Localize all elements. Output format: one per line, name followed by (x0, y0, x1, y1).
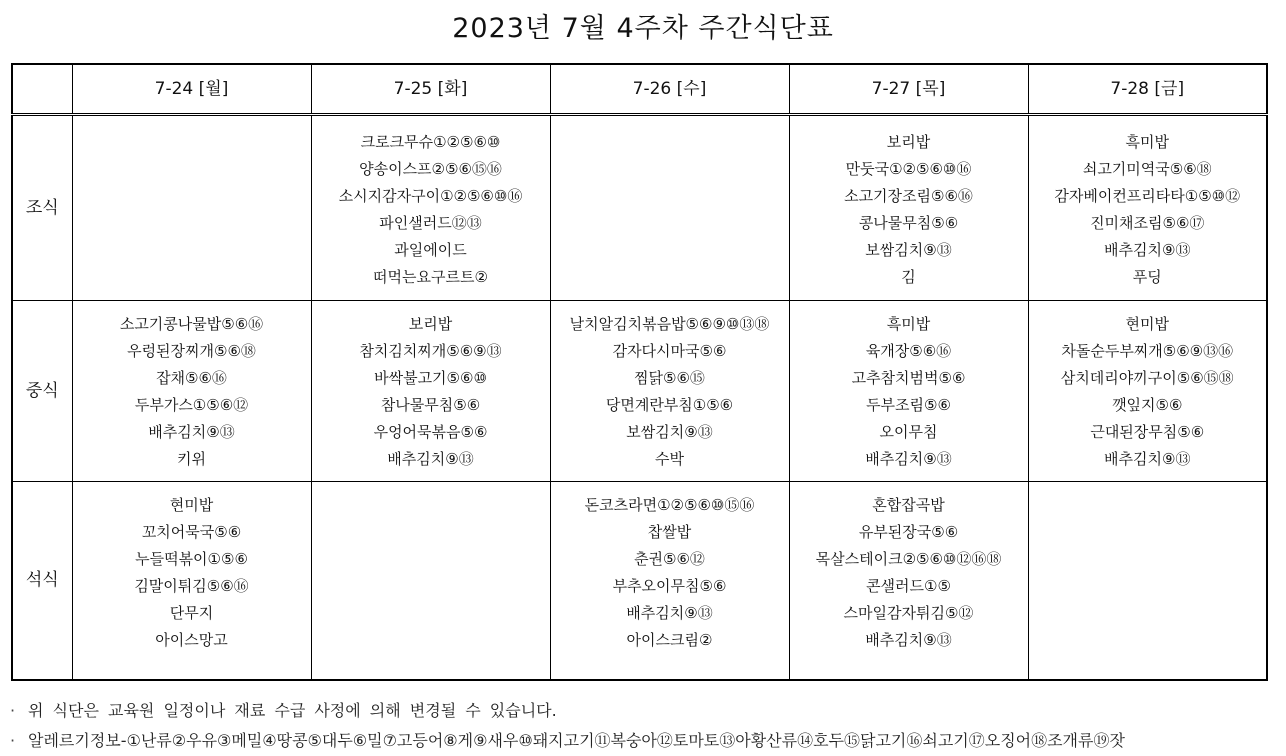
menu-cell (311, 301, 550, 482)
dish-item: 잡채⑤⑥⑯ (156, 369, 227, 387)
dish-item: 근대된장무침⑤⑥ (1090, 423, 1205, 441)
dish-item: 현미밥 (1125, 315, 1169, 333)
dish-item: 춘권⑤⑥⑫ (634, 550, 705, 568)
dish-item: 아이스크림② (626, 631, 713, 649)
day-header: 7-25 [화] (311, 64, 550, 115)
menu-cell (311, 115, 550, 301)
dish-item: 소시지감자구이①②⑤⑥⑩⑯ (338, 187, 523, 205)
dish-item: 떠먹는요구르트② (373, 268, 488, 286)
dish-item: 찜닭⑤⑥⑮ (634, 369, 705, 387)
dish-item: 배추김치⑨⑬ (626, 604, 713, 622)
dish-item: 참나물무침⑤⑥ (380, 396, 481, 414)
dish-item: 꼬치어묵국⑤⑥ (141, 523, 242, 541)
notes (10, 696, 1125, 756)
menu-cell (1028, 482, 1267, 680)
dish-item: 고추참치범벅⑤⑥ (851, 369, 966, 387)
dish-item: 만둣국①②⑤⑥⑩⑯ (845, 160, 972, 178)
menu-cell (1028, 301, 1267, 482)
dish-item: 소고기장조림⑤⑥⑯ (844, 187, 973, 205)
meal-label: 조식 (12, 115, 72, 301)
dish-item: 콘샐러드①⑤ (866, 577, 951, 595)
dish-item: 콩나물무침⑤⑥ (858, 214, 959, 232)
meal-row (12, 301, 1267, 482)
meal-row (12, 482, 1267, 680)
dish-item: 두부조림⑤⑥ (866, 396, 951, 414)
menu-cell (72, 482, 311, 680)
header-row (12, 64, 1267, 115)
dish-item: 참치김치찌개⑤⑥⑨⑬ (359, 342, 502, 360)
dish-item: 단무지 (169, 604, 214, 622)
dish-item: 당면계란부침①⑤⑥ (605, 396, 734, 414)
menu-cell (789, 115, 1028, 301)
dish-item: 보쌈김치⑨⑬ (865, 241, 952, 259)
menu-cell (550, 115, 789, 301)
dish-item: 우렁된장찌개⑤⑥⑱ (127, 342, 256, 360)
menu-cell (1028, 115, 1267, 301)
day-header: 7-24 [월] (72, 64, 311, 115)
note-allergy (10, 726, 1125, 756)
dish-item: 바싹불고기⑤⑥⑩ (374, 369, 487, 387)
note-text: 알레르기정보-①난류②우유③메밀④땅콩⑤대두⑥밀⑦고등어⑧게⑨새우⑩돼지고기⑪복숭아⑫토마토⑬아황산류⑭호두⑮닭고기⑯쇠고기⑰오징어⑱조개류⑲잣 (28, 731, 1125, 750)
dish-item: 흑미밥 (1125, 133, 1169, 151)
dish-item: 보리밥 (408, 315, 453, 333)
dish-item: 흑미밥 (886, 315, 931, 333)
dish-item: 깻잎지⑤⑥ (1112, 396, 1183, 414)
dish-item: 보리밥 (886, 133, 931, 151)
meal-row (12, 115, 1267, 301)
dish-item: 유부된장국⑤⑥ (858, 523, 959, 541)
dish-item: 현미밥 (169, 496, 214, 514)
menu-cell (311, 482, 550, 680)
menu-cell (789, 301, 1028, 482)
dish-item: 육개장⑤⑥⑯ (865, 342, 952, 360)
dish-item: 혼합잡곡밥 (872, 496, 945, 514)
note-text: 위 식단은 교육원 일정이나 재료 수급 사정에 의해 변경될 수 있습니다. (28, 701, 557, 720)
dish-item: 보쌈김치⑨⑬ (626, 423, 713, 441)
dish-item: 파인샐러드⑫⑬ (379, 214, 482, 232)
dish-item: 우엉어묵볶음⑤⑥ (373, 423, 488, 441)
menu-cell (789, 482, 1028, 680)
day-header: 7-27 [목] (789, 64, 1028, 115)
dish-item: 수박 (655, 450, 684, 468)
meal-label: 석식 (12, 482, 72, 680)
dish-item: 크로크무슈①②⑤⑥⑩ (360, 133, 501, 151)
note-change (10, 696, 1125, 726)
dish-item: 스마일감자튀김⑤⑫ (843, 604, 974, 622)
dish-item: 배추김치⑨⑬ (865, 631, 952, 649)
menu-cell (550, 482, 789, 680)
dish-item: 목살스테이크②⑤⑥⑩⑫⑯⑱ (815, 550, 1002, 568)
bullet: · (10, 731, 16, 750)
dish-item: 배추김치⑨⑬ (1104, 450, 1191, 468)
dish-item: 푸딩 (1132, 268, 1162, 286)
day-header: 7-26 [수] (550, 64, 789, 115)
dish-item: 양송이스프②⑤⑥⑮⑯ (359, 160, 502, 178)
dish-item: 누들떡볶이①⑤⑥ (135, 550, 248, 568)
dish-item: 감자베이컨프리타타①⑤⑩⑫ (1054, 187, 1241, 205)
corner-cell (12, 64, 72, 115)
dish-item: 배추김치⑨⑬ (387, 450, 474, 468)
weekly-menu-table (11, 63, 1268, 681)
dish-item: 진미채조림⑤⑥⑰ (1090, 214, 1205, 232)
dish-item: 부추오이무침⑤⑥ (612, 577, 727, 595)
menu-cell (72, 115, 311, 301)
dish-item: 배추김치⑨⑬ (1104, 241, 1191, 259)
dish-item: 아이스망고 (155, 631, 228, 649)
bullet: · (10, 701, 16, 720)
dish-item: 키위 (177, 450, 206, 468)
dish-item: 과일에이드 (394, 241, 467, 259)
dish-item: 날치알김치볶음밥⑤⑥⑨⑩⑬⑱ (569, 315, 770, 333)
dish-item: 찹쌀밥 (647, 523, 692, 541)
dish-item: 김 (901, 268, 916, 286)
dish-item: 배추김치⑨⑬ (148, 423, 235, 441)
page-title: 2023년 7월 4주차 주간식단표 (452, 13, 834, 44)
menu-cell (550, 301, 789, 482)
dish-item: 오이무침 (879, 423, 938, 441)
meal-label: 중식 (12, 301, 72, 482)
dish-item: 두부가스①⑤⑥⑫ (134, 396, 249, 414)
dish-item: 소고기콩나물밥⑤⑥⑯ (119, 315, 264, 333)
menu-cell (72, 301, 311, 482)
dish-item: 배추김치⑨⑬ (865, 450, 952, 468)
day-header: 7-28 [금] (1028, 64, 1267, 115)
dish-item: 차돌순두부찌개⑤⑥⑨⑬⑯ (1061, 342, 1234, 360)
dish-item: 김말이튀김⑤⑥⑯ (134, 577, 249, 595)
dish-item: 쇠고기미역국⑤⑥⑱ (1082, 160, 1212, 178)
dish-item: 삼치데리야끼구이⑤⑥⑮⑱ (1060, 369, 1234, 387)
dish-item: 돈코츠라면①②⑤⑥⑩⑮⑯ (584, 496, 755, 514)
dish-item: 감자다시마국⑤⑥ (612, 342, 727, 360)
